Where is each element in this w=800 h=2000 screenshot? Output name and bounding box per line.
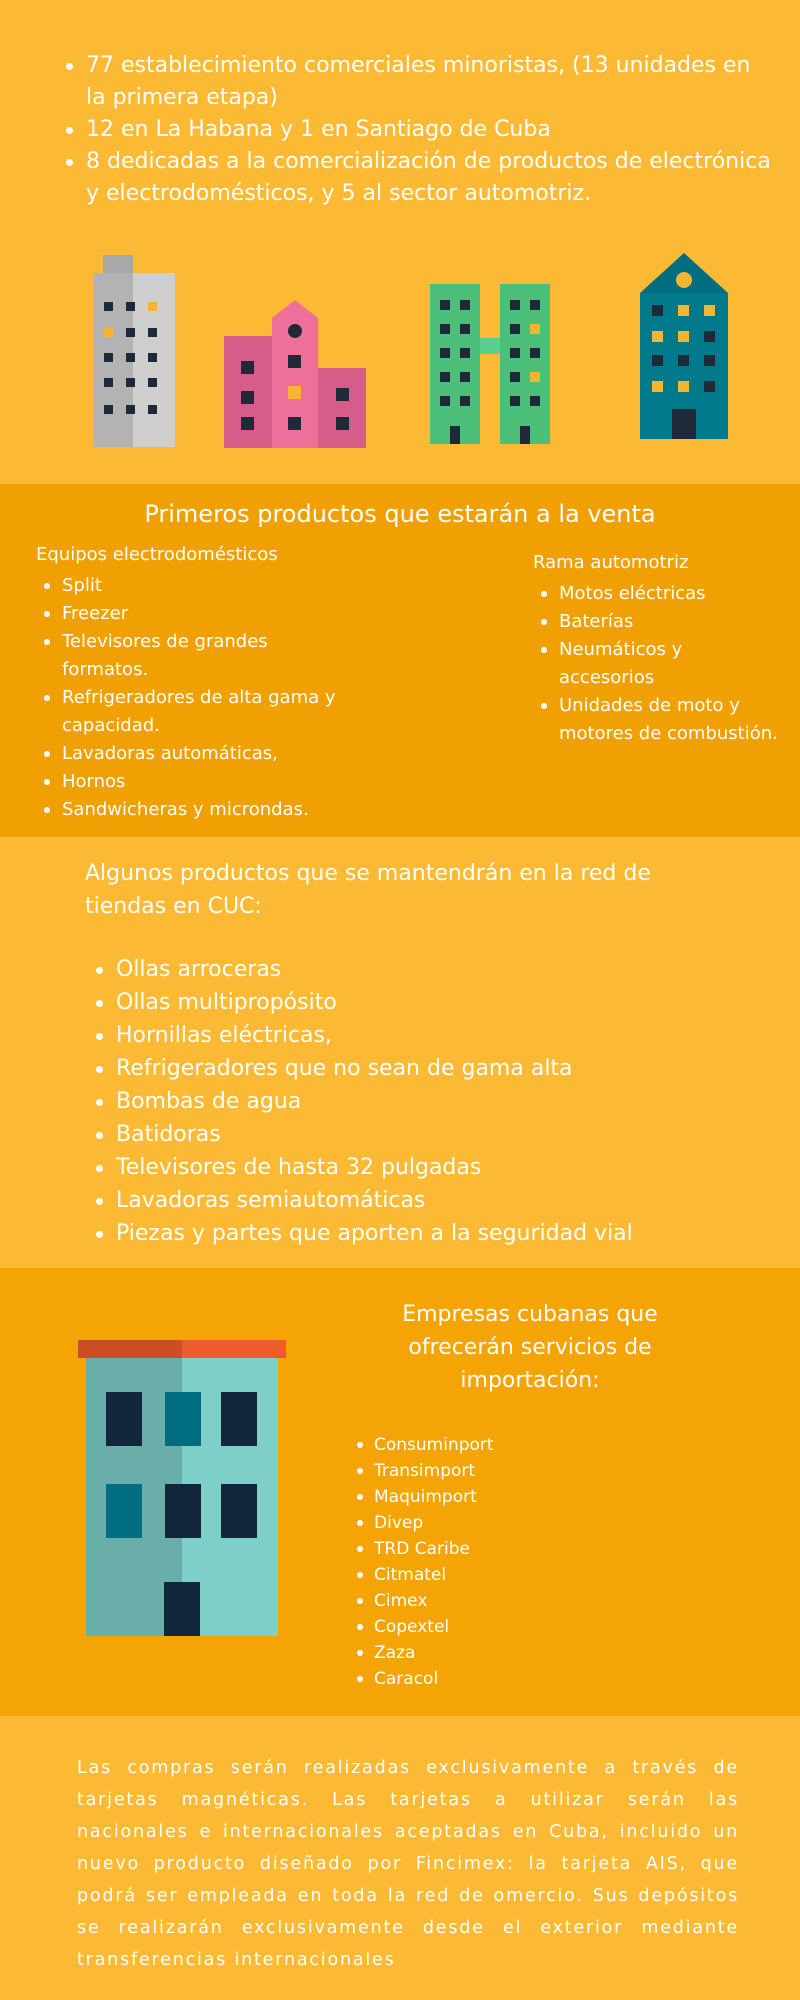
list-item: Neumáticos y accesorios (533, 636, 783, 692)
cuc-intro: Algunos productos que se mantendrán en la red de tiendas en CUC: (85, 861, 651, 919)
list-item: Consuminport (350, 1432, 650, 1458)
first-products-section (0, 484, 800, 837)
list-item: Ollas arroceras (92, 953, 772, 986)
list-item: Split (36, 572, 346, 600)
intro-section (0, 0, 800, 484)
cuc-products-list (92, 953, 772, 1250)
office-building-icon (78, 1340, 286, 1636)
green-building-icon (430, 284, 550, 444)
section-title: Primeros productos que estarán a la venta (144, 500, 656, 528)
list-item: Televisores de grandes formatos. (36, 628, 346, 684)
pink-building-icon (224, 300, 366, 448)
gray-building-icon (93, 255, 175, 447)
list-item: Motos eléctricas (533, 580, 783, 608)
intro-bullet-list (62, 50, 772, 210)
cuc-products-section (0, 837, 800, 1268)
list-item: 8 dedicadas a la comercialización de productos de electrónica y electrodomésticos, y 5 al sector automotriz. (62, 146, 772, 210)
payment-paragraph: Las compras serán realizadas exclusivamente a través de tarjetas magnéticas. Las tarjetas a utilizar serán las nacionales e internacionales aceptadas en Cuba, incluido un nuevo producto diseñado por Fincimex: la tarjeta AIS, que podrá ser empleada en toda la red de omercio. Sus depósitos se realizarán exclusivamente desde el exterior mediante transferencias internacionales (77, 1758, 739, 1970)
payment-section (0, 1716, 800, 2000)
list-item: Cimex (350, 1588, 650, 1614)
import-companies-section (0, 1268, 800, 1716)
list-item: Citmatel (350, 1562, 650, 1588)
list-item: Freezer (36, 600, 346, 628)
list-item: 12 en La Habana y 1 en Santiago de Cuba (62, 114, 772, 146)
list-item: Lavadoras semiautomáticas (92, 1184, 772, 1217)
list-item: Refrigeradores que no sean de gama alta (92, 1052, 772, 1085)
list-item: 77 establecimiento comerciales minoristas, (13 unidades en la primera etapa) (62, 50, 772, 114)
section-title: Empresas cubanas que ofrecerán servicios de importación: (402, 1302, 658, 1393)
list-item: Televisores de hasta 32 pulgadas (92, 1151, 772, 1184)
teal-building-icon (640, 253, 728, 439)
list-item: Ollas multipropósito (92, 986, 772, 1019)
list-item: TRD Caribe (350, 1536, 650, 1562)
appliances-list (36, 572, 346, 824)
list-item: Copextel (350, 1614, 650, 1640)
automotive-list (533, 580, 783, 748)
list-item: Caracol (350, 1666, 650, 1692)
automotive-title: Rama automotriz (533, 552, 689, 573)
list-item: Lavadoras automáticas, (36, 740, 346, 768)
list-item: Bombas de agua (92, 1085, 772, 1118)
list-item: Hornillas eléctricas, (92, 1019, 772, 1052)
list-item: Piezas y partes que aporten a la seguridad vial (92, 1217, 772, 1250)
import-companies-list (350, 1432, 650, 1692)
list-item: Sandwicheras y microndas. (36, 796, 346, 824)
list-item: Baterías (533, 608, 783, 636)
list-item: Maquimport (350, 1484, 650, 1510)
appliances-title: Equipos electrodomésticos (36, 544, 278, 565)
list-item: Batidoras (92, 1118, 772, 1151)
list-item: Zaza (350, 1640, 650, 1666)
list-item: Refrigeradores de alta gama y capacidad. (36, 684, 346, 740)
list-item: Unidades de moto y motores de combustión. (533, 692, 783, 748)
list-item: Hornos (36, 768, 346, 796)
list-item: Divep (350, 1510, 650, 1536)
list-item: Transimport (350, 1458, 650, 1484)
